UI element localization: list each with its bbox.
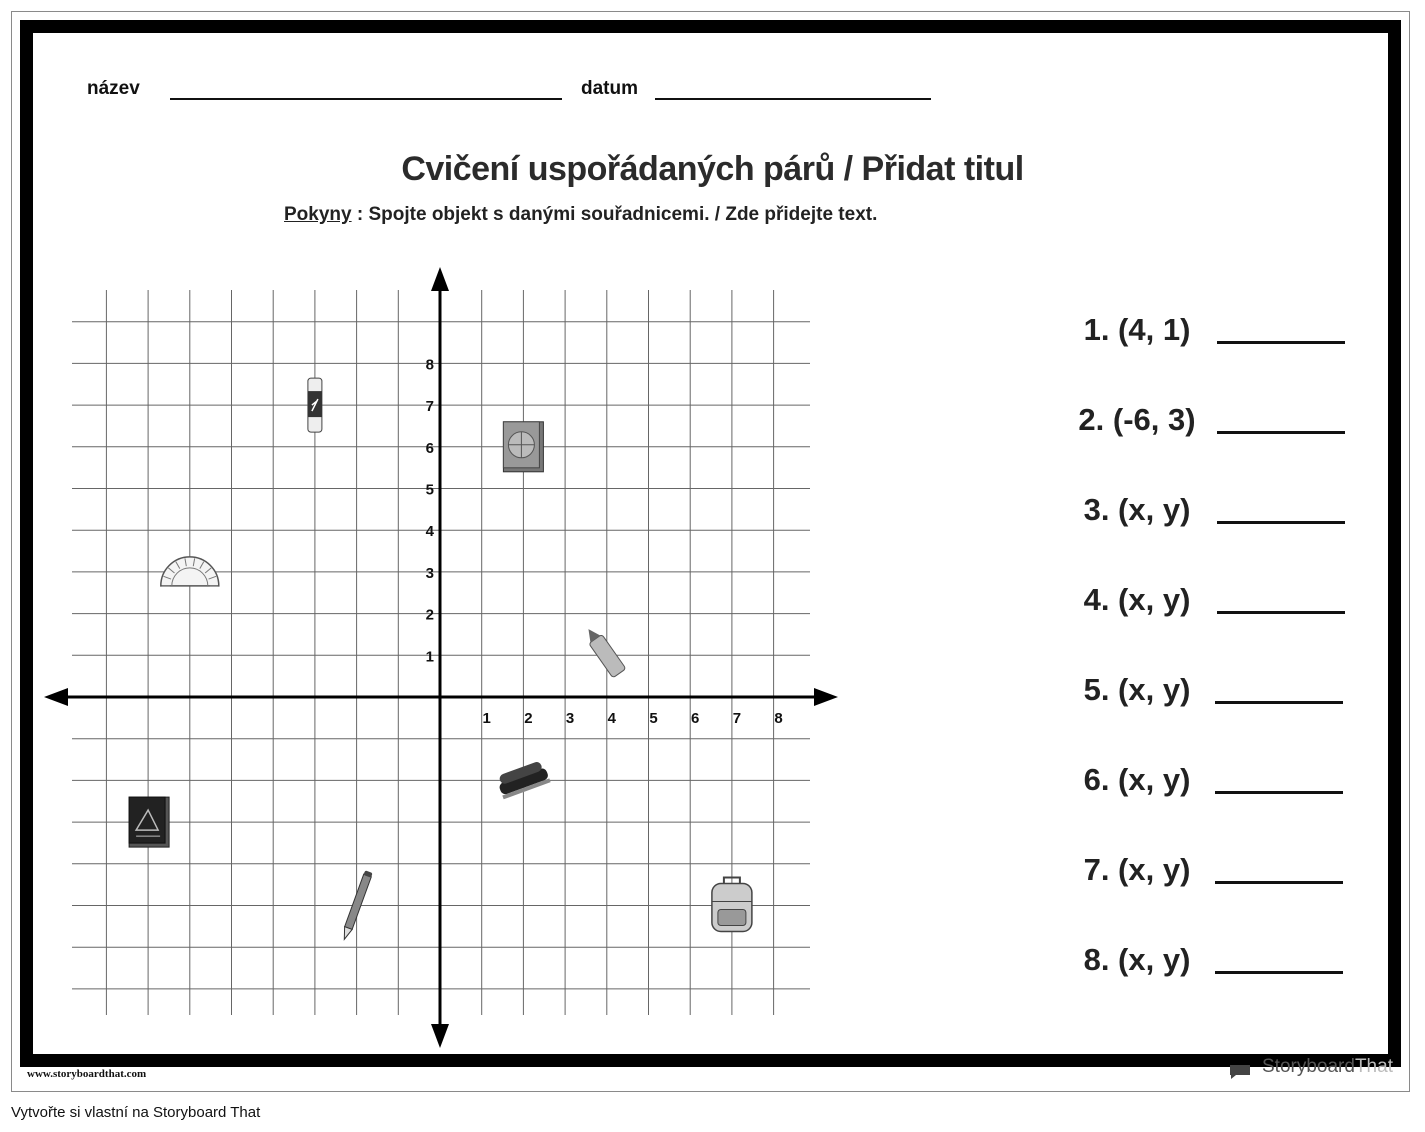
- create-your-own-link[interactable]: Vytvořte si vlastní na Storyboard That: [11, 1104, 261, 1121]
- y-tick-label: 6: [425, 439, 434, 457]
- answer-line-1[interactable]: [1217, 341, 1345, 344]
- backpack-icon: [712, 878, 752, 932]
- question-2: 2. (-6, 3): [1078, 402, 1196, 437]
- y-tick-label: 5: [425, 481, 434, 499]
- question-1: 1. (4, 1): [1083, 312, 1191, 347]
- y-tick-label: 3: [425, 564, 434, 582]
- y-tick-label: 4: [425, 523, 434, 541]
- worksheet-title: Cvičení uspořádaných párů / Přidat titul: [401, 150, 1024, 188]
- question-5: 5. (x, y): [1083, 672, 1191, 707]
- x-tick-label: 6: [691, 710, 700, 727]
- answer-line-3[interactable]: [1217, 521, 1345, 524]
- answer-line-4[interactable]: [1217, 611, 1345, 614]
- name-label: název: [87, 78, 140, 99]
- x-tick-label: 4: [607, 710, 616, 727]
- storyboard-brand: [1262, 1056, 1393, 1078]
- brand-storyboard: Storyboard: [1262, 1056, 1355, 1077]
- x-tick-label: 7: [732, 710, 742, 727]
- question-7: 7. (x, y): [1083, 852, 1191, 887]
- answer-line-6[interactable]: [1215, 791, 1343, 794]
- y-tick-label: 2: [425, 606, 434, 624]
- y-tick-labels: [426, 356, 435, 665]
- answer-line-7[interactable]: [1215, 881, 1343, 884]
- geometry-book-icon: [129, 797, 169, 847]
- answer-line-5[interactable]: [1215, 701, 1343, 704]
- globe-book-icon: [503, 422, 543, 472]
- y-axis-top-arrow: [431, 267, 449, 291]
- question-4: 4. (x, y): [1083, 582, 1191, 617]
- date-label: datum: [581, 78, 638, 99]
- question-3: 3. (x, y): [1083, 492, 1191, 527]
- instructions-separator: :: [351, 204, 369, 225]
- y-axis-bottom-arrow: [431, 1024, 449, 1048]
- y-tick-label: 1: [425, 648, 434, 666]
- x-tick-label: 5: [649, 710, 658, 727]
- x-tick-label: 1: [482, 710, 491, 727]
- x-tick-label: 3: [565, 710, 575, 727]
- x-axis-left-arrow: [44, 688, 68, 706]
- question-6: 6. (x, y): [1083, 762, 1191, 797]
- brand-that: That: [1354, 1056, 1393, 1077]
- glue-stick-icon: [308, 378, 322, 432]
- x-tick-label: 2: [524, 710, 533, 727]
- storyboard-logo-icon: [1228, 1062, 1256, 1080]
- protractor-icon: [161, 557, 219, 586]
- footer-url: www.storyboardthat.com: [27, 1068, 147, 1080]
- highlighter-icon: [582, 624, 626, 677]
- instructions-label: Pokyny: [284, 204, 352, 225]
- instructions-text: Spojte objekt s danými souřadnicemi. / Zde přidejte text.: [368, 204, 878, 225]
- answer-line-2[interactable]: [1217, 431, 1345, 434]
- x-axis-right-arrow: [814, 688, 838, 706]
- answer-line-8[interactable]: [1215, 971, 1343, 974]
- y-tick-label: 8: [425, 356, 434, 374]
- question-8: 8. (x, y): [1083, 942, 1191, 977]
- x-tick-labels: [483, 710, 783, 727]
- y-tick-label: 7: [425, 398, 434, 416]
- x-tick-label: 8: [774, 710, 783, 727]
